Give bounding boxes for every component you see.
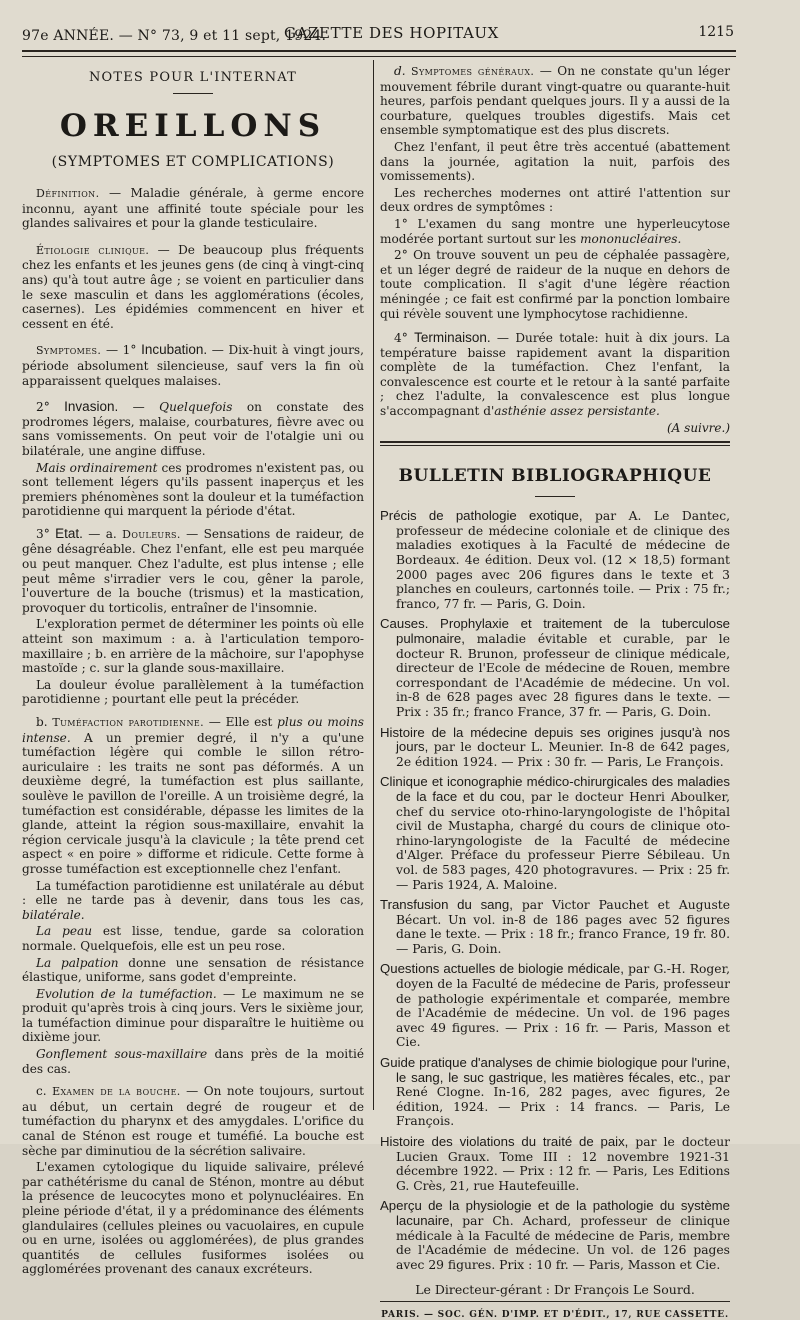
text-tumefaction: A un premier degré, il n'y a qu'une tuméfaction légère qui comble le sillon rétro-auriculaire : les traits ne sont pas déformés. A un deuxième degré, la tuméfaction est plus saillante, soulève le pavillon de l'oreille. A un troisième degré, la tuméfaction est considérable, dépasse les limites de la glande, atteint la région sous-maxillaire, envahit la région cervicale jusqu'à la clavicule ; la tête prend cet aspect « en poire » difforme et ridicule. Cette forme à grosse tuméfaction est exceptionnelle chez l'enfant. [22, 730, 364, 876]
d-prefix: d. [394, 64, 412, 78]
entry-text: par le docteur Henri Aboulker, chef du service oto-rhino-laryngologiste de l'hôpital civil de Mustapha, chargé du cours de clinique oto-rhino-laryngologiste de la Faculté de médecine d'Alger. Préface du professeur Pierre Sébileau. Un vol. de 583 pages, 420 photogravures. — Prix : 25 fr. — Paris 1924, A. Maloine. [396, 789, 730, 892]
entry-title: Guide pratique d'analyses de chimie biologique pour l'urine, le sang, le suc gastrique, les matières fécales, etc., [380, 1055, 730, 1085]
entry-title: Questions actuelles de biologie médicale, [380, 961, 624, 977]
text-evolution: — Le maximum ne se produit qu'après trois à cinq jours. Vers le sixième jour, la tuméfaction diminue pour disparaître le huitième ou dixième jour. [22, 986, 365, 1045]
text-etat: — Sensations de raideur, de gêne désagréable. Chez l'enfant, elle est peu marquée ou peut manquer. Chez l'adulte, est plus intense ; elle peut même s'irradier vers le cou, gêner la parole, l'ouverture de la bouche (trismus) et la mastication, provoquer du torticolis, entraîner de l'insomnie. [22, 526, 365, 615]
tum-b: b. [36, 715, 53, 729]
label-etiology: Étiologie clinique. [36, 243, 150, 257]
gonflement-italic: Gonflement sous-maxillaire [36, 1047, 208, 1062]
text-mais: ces prodromes n'existent pas, ou sont tellement légers qu'ils passent inaperçus et les premiers phénomènes sont la douleur et la tuméfaction parotidienne qui marquent la période d'état. [22, 460, 364, 519]
page-header [22, 22, 734, 46]
text-exploration: L'exploration permet de déterminer les points où elle atteint son maximum : a. à l'articulation temporo-maxillaire ; b. en arrière de la mâchoire, sur l'apophyse mastoïde ; c. sur la glande sous-maxillaire. [22, 617, 364, 676]
paragraph-examen-bouche [22, 1084, 364, 1158]
entry-text: par le docteur L. Meunier. In-8 de 642 pages, 2e édition 1924. — Prix : 30 fr. — Paris, Le François. [396, 740, 730, 769]
label-etat: Etat. [55, 525, 83, 541]
paragraph-recherches [380, 186, 730, 215]
bibliography-entry [380, 1056, 730, 1129]
publication-title: GAZETTE DES HOPITAUX [284, 24, 499, 42]
page-number: 1215 [698, 24, 734, 40]
text-sang: 1° L'examen du sang montre une hyperleucytose modérée portant surtout sur les [380, 216, 730, 246]
label-terminaison: Terminaison. [414, 330, 491, 346]
biblio-rule-thick [380, 441, 730, 443]
text-invasion: on constate des prodromes légers, malaise, courbatures, fièvre avec ou sans vomissements. On peut voir de l'otalgie uni ou bilatérale, une angine diffuse. [22, 400, 364, 458]
column-divider [373, 60, 374, 1110]
bibliography-entry [380, 1199, 730, 1272]
bibliography-entry [380, 775, 730, 892]
to-be-continued: (A suivre.) [667, 420, 730, 435]
label-tumefaction: Tuméfaction parotidienne. [52, 716, 204, 729]
section-kicker: NOTES POUR L'INTERNAT [88, 70, 298, 85]
header-rule-thin [22, 56, 736, 57]
paragraph-gonflement [22, 1047, 364, 1076]
paragraph-incubation [22, 343, 364, 388]
entry-text: par Victor Pauchet et Auguste Bécart. Un vol. in-8 de 186 pages avec 52 figures dane le texte. — Prix : 18 fr.; franco France, 19 fr. 80. — Paris, G. Doin. [396, 898, 730, 956]
label-incubation: Incubation. [141, 342, 208, 358]
symptoms-dash: — 1° [101, 343, 142, 358]
etat-number: 3° [36, 526, 56, 541]
text-terminaison: — Durée totale: huit à dix jours. La température baisse rapidement avant la disparition complète de la tuméfaction. Chez l'enfant, la convalescence est courte et le retour à la santé parfaite ; chez l'adulte, la convalescence est plus longue s'accompagnant d' [380, 331, 731, 419]
paragraph-evolution [22, 987, 364, 1045]
exam-c: c. [36, 1084, 53, 1099]
paragraph-cephalee [380, 248, 730, 321]
text-etiology: — De beaucoup plus fréquents chez les enfants et les jeunes gens (de cinq à vingt-cinq ans) qu'à tout autre âge ; se voient en particulier dans le sexe masculin et dans les agglomérations (écoles, casernes). Les épidémies commencent en hiver et cessent en été. [22, 242, 364, 331]
evolution-italic: Evolution de la tuméfaction. [36, 986, 217, 1001]
bibliography-entry [380, 617, 730, 719]
asthenie-italic: asthénie assez persistante. [494, 404, 660, 419]
invasion-dash: — [118, 400, 160, 415]
label-examen-bouche: Examen de la bouche. [52, 1085, 181, 1099]
entry-text: par Ch. Achard, professeur de clinique médicale à la Faculté de médecine de Paris, membre de l'Académie de médecine. Un vol. de 126 pages avec 29 figures. Prix : 10 fr. — Paris, Masson et Cie. [396, 1213, 730, 1272]
entry-text: par René Clogne. In-16, 282 pages, avec figures, 2e édition, 1924. — Prix : 14 francs. — Paris, Le François. [396, 1070, 730, 1129]
issue-info: 97e ANNÉE. — N° 73, 9 et 11 sept, 1924. [22, 28, 327, 44]
terminaison-number: 4° [394, 331, 415, 346]
bulletin-rule [535, 496, 575, 497]
entry-title: Transfusion du sang, [380, 897, 513, 913]
entry-text: par le docteur Lucien Graux. Tome III : 12 novembre 1921-31 décembre 1922. — Prix : 12 fr. — Paris, Les Editions G. Crès, 21, rue Hautefeuille. [396, 1135, 730, 1193]
biblio-rule-thin [380, 445, 730, 446]
entry-title: Clinique et iconographie médico-chirurgicales des maladies de la face et du cou, [380, 774, 730, 804]
bibliography-entry [380, 509, 730, 611]
paragraph-unilaterale [22, 879, 364, 923]
text-symptomes-generaux: — On ne constate qu'un léger mouvement fébrile durant vingt-quatre ou quarante-huit heures, parfois pendant quelques jours. Il y a aussi de la courbature, quelques troubles digestifs. Mais cet ensemble symptomatique est des plus discrets. [380, 64, 730, 138]
imprint-rule [380, 1301, 730, 1302]
entry-text: par A. Le Dantec, professeur de médecine coloniale et de clinique des maladies exotiques à la Faculté de médecine de Bordeaux. 4e édition. Deux vol. (12 × 18,5) formant 2000 pages avec 206 figures dans le texte et 3 planches en couleurs, cartonnés toile. — Prix : 75 fr.; franco, 77 fr. — Paris, G. Doin. [396, 509, 731, 611]
entry-text: par G.-H. Roger, doyen de la Faculté de médecine de Paris, professeur de pathologie expérimentale et comparée, membre de l'Académie de médecine. Un vol. de 196 pages avec 49 figures. — Prix : 16 fr. — Paris, Masson et Cie. [396, 962, 731, 1050]
text-examen-bouche: — On note toujours, surtout au début, un certain degré de rougeur et de tuméfaction du pharynx et des amygdales. L'orifice du canal de Sténon est rouge et tuméfié. La bouche est sèche par diminutiou de la sécrétion salivaire. [22, 1084, 364, 1158]
paragraph-enfant [380, 140, 730, 184]
invasion-italic: Quelquefois [159, 400, 233, 415]
text-enfant: Chez l'enfant, il peut être très accentué (abattement dans la journée, agitation la nuit, parfois des vomissements). [380, 139, 730, 184]
paragraph-douleur-evolution [22, 678, 364, 707]
paragraph-invasion [22, 400, 364, 458]
text-definition: — Maladie générale, à germe encore inconnu, ayant une affinité toute spéciale pour les glandes salivaires et pour la glande testiculaire. [22, 186, 364, 231]
entry-title: Précis de pathologie exotique, [380, 508, 583, 524]
bibliography-list [380, 509, 730, 1272]
entry-title: Histoire de la médecine depuis ses origines jusqu'à nos jours, [380, 724, 730, 755]
paragraph-terminaison [380, 331, 730, 419]
director-line: Le Directeur-gérant : Dr François Le Sourd. [415, 1282, 695, 1298]
text-cephalee: 2° On trouve souvent un peu de céphalée passagère, et un léger degré de raideur de la nuque en dehors de toute complication. Il s'agit d'une légère réaction méningée ; ce fait est confirmé par la ponction lombaire qui révèle souvent une lymphocytose rachidienne. [380, 248, 730, 321]
text-incubation: — Dix-huit à vingt jours, période absolument silencieuse, sauf vers la fin où apparaissent quelques malaises. [22, 343, 364, 388]
paragraph-tumefaction [22, 715, 364, 877]
invasion-number: 2° [36, 400, 65, 415]
palpation-italic: La palpation [36, 955, 119, 970]
entry-title: Histoire des violations du traité de paix, [380, 1134, 629, 1149]
etat-a: — a. [82, 526, 123, 541]
text-gonflement: dans près de la moitié des cas. [22, 1047, 364, 1076]
bibliography-entry [380, 962, 730, 1050]
paragraph-etiology [22, 243, 364, 332]
label-symptomes-generaux: Symptomes généraux. [411, 65, 535, 78]
right-column [380, 64, 731, 1320]
bulletin-title: BULLETIN BIBLIOGRAPHIQUE [398, 466, 712, 487]
article-subtitle: (SYMPTOMES ET COMPLICATIONS) [51, 154, 335, 170]
label-definition: Définition. [36, 187, 100, 200]
text-peau: est lisse, tendue, garde sa coloration normale. Quelquefois, elle est un peu rose. [22, 924, 364, 953]
mononucleaires-italic: mononucléaires. [580, 231, 682, 246]
paragraph-symptomes-generaux [380, 64, 730, 138]
label-invasion: Invasion. [64, 399, 119, 415]
kicker-rule [173, 93, 213, 94]
paragraph-etat [22, 527, 364, 616]
entry-title: Causes. Prophylaxie et traitement de la tuberculose pulmonaire, [380, 616, 730, 646]
header-rule [22, 50, 736, 52]
bibliography-entry [380, 726, 730, 770]
text-unilaterale: La tuméfaction parotidienne est unilatérale au début : elle ne tarde pas à devenir, dans tous les cas, [22, 878, 364, 908]
tum-dash: — Elle est [203, 715, 278, 729]
text-palpation: donne une sensation de résistance élastique, uniforme, sans godet d'empreinte. [22, 955, 364, 985]
paragraph-cytologie [22, 1160, 364, 1277]
entry-text: maladie évitable et curable, par le docteur R. Brunon, professeur de clinique médicale, directeur de l'Ecole de médecine de Rouen, membre correspondant de l'Académie de médecine. Un vol. in-8 de 628 pages avec 28 figures dans le texte. — Prix : 35 fr.; franco France, 37 fr. — Paris, G. Doin. [396, 632, 730, 719]
peau-italic: La peau [36, 924, 93, 939]
paragraph-peau [22, 924, 364, 953]
bibliography-entry [380, 1135, 730, 1193]
paragraph-sang [380, 217, 730, 246]
left-column [22, 64, 365, 1277]
entry-title: Aperçu de la physiologie et de la pathologie du système lacunaire, [380, 1198, 730, 1228]
bibliography-entry [380, 898, 730, 956]
paragraph-exploration [22, 617, 364, 675]
label-douleurs: Douleurs. [122, 527, 181, 541]
paragraph-definition [22, 186, 364, 231]
text-douleur-evolution: La douleur évolue parallèlement à la tuméfaction parotidienne ; pourtant elle peut la précéder. [22, 677, 364, 707]
paragraph-ordinairement [22, 461, 364, 519]
article-title: OREILLONS [59, 108, 327, 144]
text-cytologie: L'examen cytologique du liquide salivaire, prélevé par cathétérisme du canal de Sténon, montre au début la présence de leucocytes mono et polynucléaires. En pleine période d'état, il y a prédominance des éléments glandulaires (cellules pleines ou vacuolaires, en cupule ou en urne, isolées ou agglomérées), de plus grandes quantités de cellules fusiformes isolées ou agglomérées provenant des canaux excréteurs. [22, 1160, 364, 1277]
printer-imprint: PARIS. — SOC. GÉN. D'IMP. ET D'ÉDIT., 17, RUE CASSETTE. [381, 1310, 729, 1320]
text-recherches: Les recherches modernes ont attiré l'attention sur deux ordres de symptômes : [380, 185, 730, 215]
label-symptoms: Symptomes. [36, 344, 102, 358]
bilaterale-italic: bilatérale. [22, 907, 85, 922]
mais-italic: Mais ordinairement [36, 460, 158, 475]
paragraph-palpation [22, 956, 364, 985]
tum-italic: plus ou moins intense. [22, 715, 365, 745]
